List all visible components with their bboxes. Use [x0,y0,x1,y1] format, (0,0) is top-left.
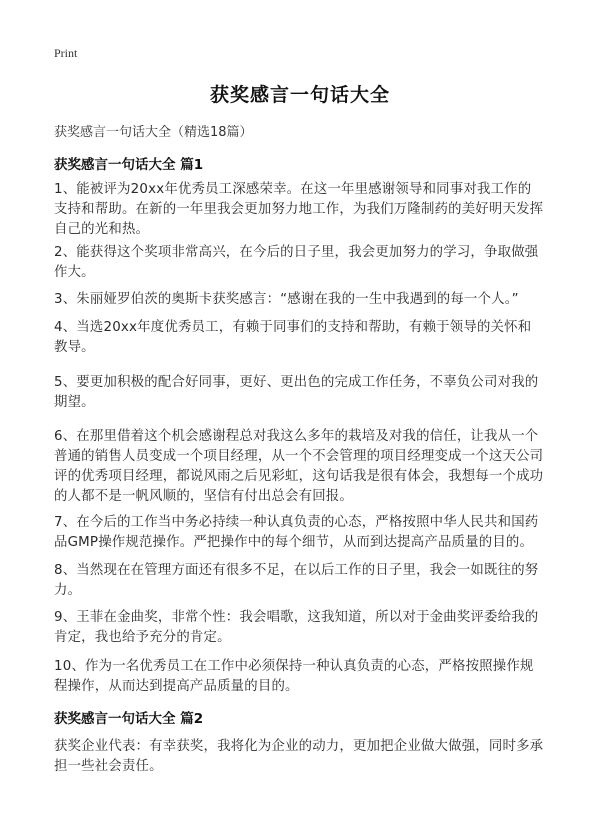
paragraph-6: 6、在那里借着这个机会感谢程总对我这么多年的栽培及对我的信任，让我从一个普通的销售人员变成一个项目经理，从一个不会管理的项目经理变成一个这天公司评的优秀项目经理，都说风雨之后见彩虹，这句话我是很有体会，我想每一个成功的人都不是一帆风顺的，坚信有付出总会有回报。 [54,429,544,504]
document-subtitle: 获奖感言一句话大全（精选18篇） [54,125,253,140]
print-label[interactable]: Print [54,46,78,60]
paragraph-10: 10、作为一名优秀员工在工作中必须保持一种认真负责的心态，严格按照操作规程操作，从而达到提高产品质量的目的。 [54,659,534,694]
paragraph-3: 3、朱丽娅罗伯茨的奥斯卡获奖感言：“感谢在我的一生中我遇到的每一个人。” [54,292,519,307]
paragraph-9: 9、王菲在金曲奖，非常个性：我会唱歌，这我知道，所以对于金曲奖评委给我的肯定，我也给予充分的肯定。 [54,610,539,645]
document-title: 获奖感言一句话大全 [209,84,390,106]
section-heading-2: 获奖感言一句话大全 篇2 [54,711,204,727]
paragraph-2-1: 获奖企业代表：有幸获奖，我将化为企业的动力，更加把企业做大做强，同时多承担一些社会责任。 [54,739,544,774]
paragraph-5: 5、要更加积极的配合好同事，更好、更出色的完成工作任务，不辜负公司对我的期望。 [54,375,539,410]
paragraph-7: 7、在今后的工作当中务必持续一种认真负责的心态，严格按照中华人民共和国药品GMP操作规范操作。严把操作中的每个细节，从而到达提高产品质量的目的。 [54,515,539,550]
paragraph-1: 1、能被评为20xx年优秀员工深感荣幸。在这一年里感谢领导和同事对我工作的支持和帮助。在新的一年里我会更加努力地工作，为我们万隆制药的美好明天发挥自己的光和热。 [54,182,544,237]
section-heading-1: 获奖感言一句话大全 篇1 [54,157,204,173]
paragraph-8: 8、当然现在在管理方面还有很多不足，在以后工作的日子里，我会一如既往的努力。 [54,563,539,598]
paragraph-2: 2、能获得这个奖项非常高兴，在今后的日子里，我会更加努力的学习，争取做强作大。 [54,245,539,280]
paragraph-4: 4、当选20xx年度优秀员工，有赖于同事们的支持和帮助，有赖于领导的关怀和教导。 [54,320,532,355]
